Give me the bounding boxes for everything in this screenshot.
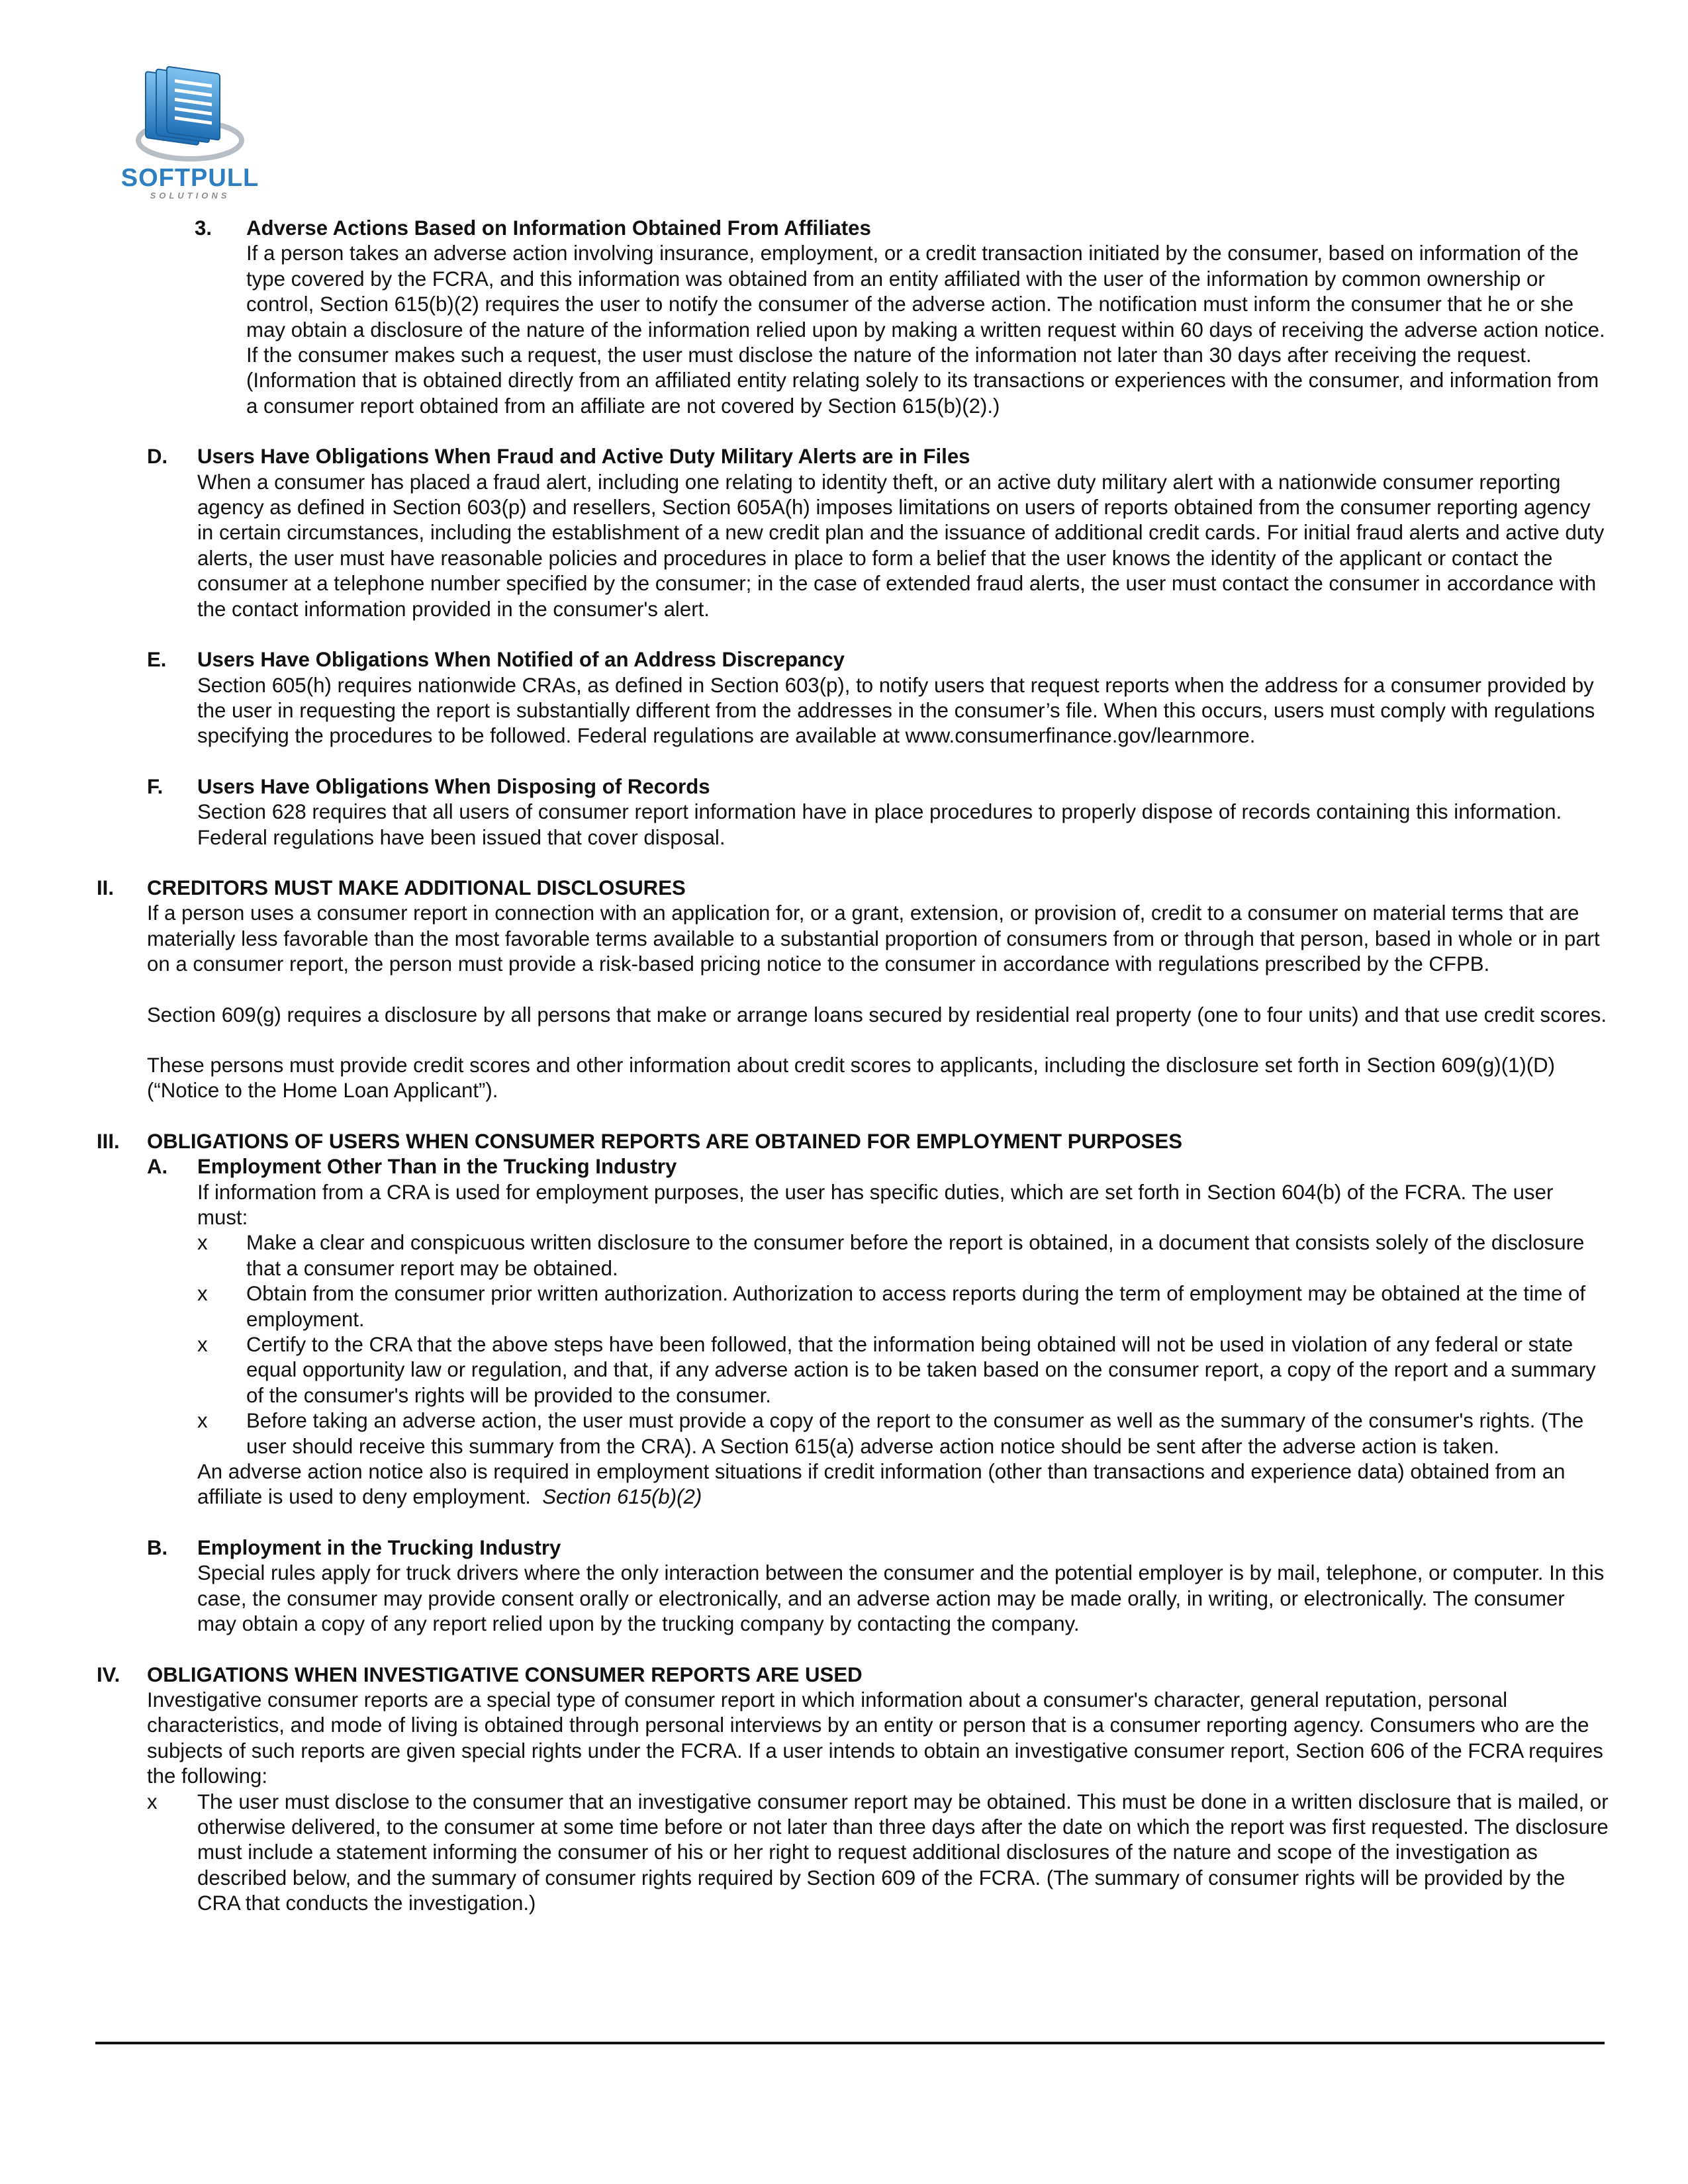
section-letter: D. — [147, 445, 168, 469]
section-body: If a person takes an adverse action involving insurance, employment, or a credit transaction initiated by the consumer, based on information of the type covered by the FCRA, and this information was obtained from an entity affiliated with the user of the information by common ownership or control, Section 615(b)(2) requires the user to notify the consumer of the adverse action. The notification must inform the consumer that he or she may obtain a disclosure of the nature of the information relied upon by making a written request within 60 days of receiving the adverse action notice. If the consumer makes such a request, the user must disclose the nature of the information not later than 30 days after receiving the request. (Information that is obtained directly from an affiliated entity relating solely to its transactions or experiences with the consumer, and information from a consumer report obtained from an affiliate are not covered by Section 615(b)(2).) — [246, 242, 1605, 418]
bullet-item — [197, 1230, 1609, 1281]
section-heading: Users Have Obligations When Disposing of Records — [197, 774, 710, 798]
section-body: Investigative consumer reports are a special type of consumer report in which information about a consumer's character, general reputation, personal characteristics, and mode of living is obtained through personal interviews by an entity or person that is a consumer reporting agency. Consumers who are the subjects of such reports are given special rights under the FCRA. If a user intends to obtain an investigative consumer report, Section 606 of the FCRA requires the following: — [147, 1688, 1603, 1788]
softpull-logo — [120, 66, 259, 202]
section-body: Section 605(h) requires nationwide CRAs, as defined in Section 603(p), to notify users that request reports when the address for a consumer provided by the user in requesting the report is substantially different from the addresses in the consumer’s file. When this occurs, users must comply with regulations specifying the procedures to be followed. Federal regulations are available at www.consumerfinance.gov/learnmore. — [197, 673, 1595, 748]
subsection-b — [147, 1535, 1609, 1637]
section-body: When a consumer has placed a fraud alert, including one relating to identity theft, or an active duty military alert with a nationwide consumer reporting agency as defined in Section 603(p) and resellers, Section 605A(h) imposes limitations on users of reports obtained from the consumer reporting agency in certain circumstances, including the establishment of a new credit plan and the issuance of additional credit cards. For initial fraud alerts and active duty alerts, the user must have reasonable policies and procedures in place to form a belief that the user knows the identity of the applicant or contact the consumer at a telephone number specified by the consumer; in the case of extended fraud alerts, the user must contact the consumer in accordance with the contact information provided in the consumer's alert. — [197, 470, 1605, 621]
bullet-marker: x — [147, 1790, 158, 1813]
bullet-item — [147, 1790, 1609, 1917]
section-heading: CREDITORS MUST MAKE ADDITIONAL DISCLOSURES — [147, 876, 686, 899]
section-heading: OBLIGATIONS OF USERS WHEN CONSUMER REPORTS ARE OBTAINED FOR EMPLOYMENT PURPOSES — [147, 1129, 1183, 1153]
document-stack-icon — [120, 66, 259, 165]
section-heading: OBLIGATIONS WHEN INVESTIGATIVE CONSUMER REPORTS ARE USED — [147, 1662, 863, 1686]
bullet-item — [197, 1332, 1609, 1408]
section-iii — [0, 1129, 1688, 1637]
section-iv — [0, 1662, 1688, 1917]
subsection-closing — [197, 1459, 1609, 1510]
closing-citation: Section 615(b)(2) — [542, 1485, 702, 1509]
subsection-heading: Employment in the Trucking Industry — [197, 1535, 561, 1559]
bullet-text: Before taking an adverse action, the user must provide a copy of the report to the consumer as well as the summary of the consumer's rights. (The user should receive this summary from the CRA). A Section 615(a) adverse action notice should be sent after the adverse action is taken. — [246, 1409, 1584, 1458]
subsection-letter: A. — [147, 1155, 168, 1179]
section-paragraph: If a person uses a consumer report in connection with an application for, or a grant, extension, or provision of, credit to a consumer on material terms that are materially less favorable than the most favorable terms available to a substantial proportion of consumers from or through that person, based in whole or in part on a consumer report, the person must provide a risk-based pricing notice to the consumer in accordance with regulations prescribed by the CFPB. — [147, 901, 1600, 976]
logo-name: SOFTPULL — [120, 164, 259, 192]
section-heading: Users Have Obligations When Fraud and Active Duty Military Alerts are in Files — [197, 445, 970, 469]
bullet-text: Make a clear and conspicuous written disclosure to the consumer before the report is obtained, in a document that consists solely of the disclosure that a consumer report may be obtained. — [246, 1231, 1585, 1280]
bullet-text: The user must disclose to the consumer that an investigative consumer report may be obtained. This must be done in a written disclosure that is mailed, or otherwise delivered, to the consumer at some time before or not later than three days after the date on which the report was first requested. The disclosure must include a statement informing the consumer of his or her right to request additional disclosures of the nature and scope of the investigation as described below, and the summary of consumer rights required by Section 609 of the FCRA. (The summary of consumer rights will be provided by the CRA that conducts the investigation.) — [197, 1790, 1609, 1915]
section-heading: Adverse Actions Based on Information Obtained From Affiliates — [246, 216, 871, 240]
footer-rule — [95, 2042, 1605, 2044]
subsection-intro: If information from a CRA is used for employment purposes, the user has specific duties, which are set forth in Section 604(b) of the FCRA. The user must: — [197, 1180, 1554, 1229]
section-f — [0, 774, 1688, 850]
bullet-marker: x — [197, 1333, 208, 1357]
bullet-text: Obtain from the consumer prior written authorization. Authorization to access reports during the term of employment may be obtained at the time of employment. — [246, 1282, 1585, 1331]
section-letter: E. — [147, 648, 167, 672]
section-3 — [0, 216, 1688, 419]
bullet-marker: x — [197, 1282, 208, 1306]
section-e — [0, 647, 1688, 749]
logo-subtitle: SOLUTIONS — [150, 191, 230, 201]
section-paragraph: These persons must provide credit scores and other information about credit scores to applicants, including the disclosure set forth in Section 609(g)(1)(D) (“Notice to the Home Loan Applicant”). — [147, 1053, 1555, 1103]
section-body: Section 628 requires that all users of consumer report information have in place procedures to properly dispose of records containing this information. Federal regulations have been issued that cover disposal. — [197, 800, 1562, 849]
subsection-a — [147, 1154, 1609, 1510]
bullet-item — [197, 1281, 1609, 1332]
section-numeral: IV. — [97, 1662, 120, 1686]
section-number: 3. — [195, 216, 212, 240]
section-d — [0, 444, 1688, 622]
bullet-marker: x — [197, 1409, 208, 1433]
subsection-heading: Employment Other Than in the Trucking Industry — [197, 1155, 677, 1179]
subsection-letter: B. — [147, 1535, 168, 1559]
section-paragraph: Section 609(g) requires a disclosure by all persons that make or arrange loans secured by residential real property (one to four units) and that use credit scores. — [147, 1003, 1607, 1026]
section-ii — [0, 876, 1688, 1104]
bullet-item — [197, 1408, 1609, 1459]
section-numeral: II. — [97, 876, 114, 899]
closing-text: An adverse action notice also is required in employment situations if credit information (other than transactions and experience data) obtained from an affiliate is used to deny employment. — [197, 1460, 1566, 1509]
bullet-text: Certify to the CRA that the above steps have been followed, that the information being obtained will not be used in violation of any federal or state equal opportunity law or regulation, and that, if any adverse action is to be taken based on the consumer report, a copy of the report and a summary of the consumer's rights will be provided to the consumer. — [246, 1333, 1596, 1407]
section-letter: F. — [147, 774, 164, 798]
subsection-body: Special rules apply for truck drivers where the only interaction between the consumer and the potential employer is by mail, telephone, or computer. In this case, the consumer may provide consent orally or electronically, and an adverse action may be made orally, in writing, or electronically. The consumer may obtain a copy of any report relied upon by the trucking company by contacting the company. — [197, 1561, 1605, 1636]
section-heading: Users Have Obligations When Notified of an Address Discrepancy — [197, 648, 845, 672]
bullet-marker: x — [197, 1231, 208, 1255]
document-body — [0, 216, 1688, 1917]
section-numeral: III. — [97, 1129, 120, 1153]
